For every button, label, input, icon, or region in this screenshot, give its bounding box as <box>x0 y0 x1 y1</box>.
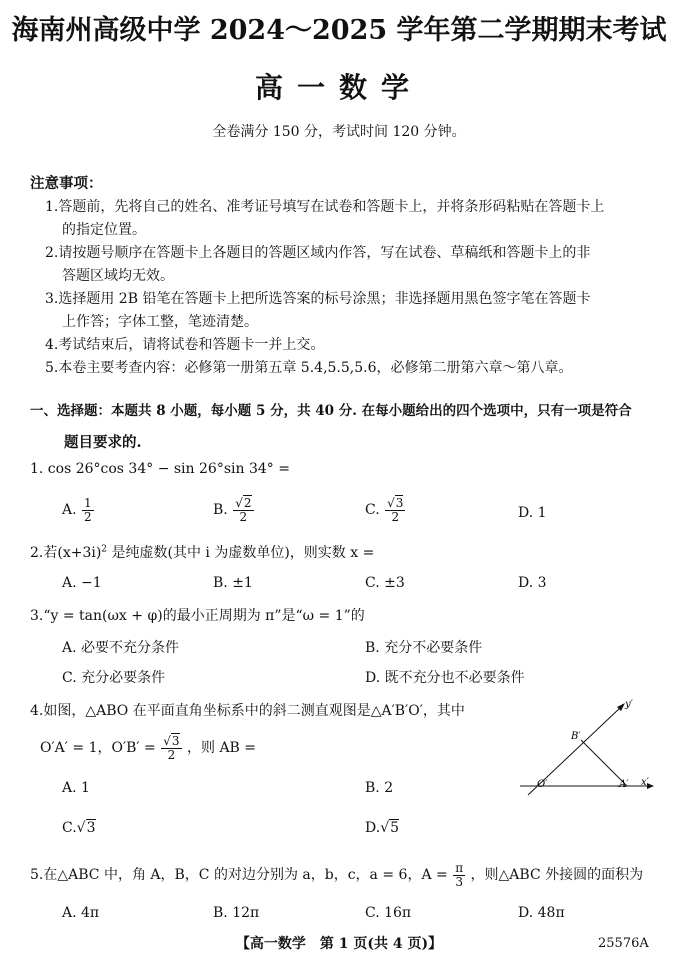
q1-option-d: D. 1 <box>518 505 547 521</box>
y-axis-label: y′ <box>625 699 633 710</box>
q4-oblique-figure <box>515 695 660 800</box>
subject-title: 高一数学 <box>254 71 423 104</box>
score-time-line: 全卷满分 150 分，考试时间 120 分钟。 <box>212 124 466 140</box>
q1-option-c: C. $\frac{√3}{2}$ <box>365 496 404 524</box>
note-line: 5.本卷主要考查内容：必修第一册第五章 5.4,5.5,5.6，必修第二册第六章～第八章。 <box>45 360 573 376</box>
page-footer: 【高一数学 第 1 页(共 4 页)】 <box>235 936 443 952</box>
q2-option-d: D. 3 <box>518 575 547 591</box>
x-axis-label: x′ <box>641 777 649 788</box>
q4-option-d: D.√5 <box>365 820 400 836</box>
note-line: 答题区域均无效。 <box>62 268 174 284</box>
question-4-stem: 4.如图，△ABO 在平面直角坐标系中的斜二测直观图是△A′B′O′，其中 <box>30 703 465 719</box>
q5-option-c: C. 16π <box>365 905 412 921</box>
q3-option-c: C. 充分必要条件 <box>62 670 166 686</box>
question-3-stem: 3.“y = tan(ωx + φ)的最小正周期为 π”是“ω = 1”的 <box>30 608 365 624</box>
q3-option-a: A. 必要不充分条件 <box>62 640 180 656</box>
q2-option-b: B. ±1 <box>213 575 253 591</box>
notes-heading: 注意事项： <box>30 175 103 192</box>
q2-option-c: C. ±3 <box>365 575 405 591</box>
exam-code: 25576A <box>598 936 649 951</box>
exam-title: 海南州高级中学 2024～2025 学年第二学期期末考试 <box>11 15 667 46</box>
q1-option-b: B. $\frac{√2}{2}$ <box>213 496 252 524</box>
note-line: 上作答；字体工整，笔迹清楚。 <box>62 314 258 330</box>
section-heading: 一、选择题：本题共 8 小题，每小题 5 分，共 40 分. 在每小题给出的四个选项中，只有一项是符合 <box>30 403 632 419</box>
question-1-stem: 1. cos 26°cos 34° − sin 26°sin 34° = <box>30 461 290 477</box>
q1-option-a: A. $\frac{1}{2}$ <box>62 496 92 524</box>
q4-option-a: A. 1 <box>62 780 90 796</box>
note-line: 2.请按题号顺序在答题卡上各题目的答题区域内作答，写在试卷、草稿纸和答题卡上的非 <box>45 245 591 261</box>
note-line: 1.答题前，先将自己的姓名、准考证号填写在试卷和答题卡上，并将条形码粘贴在答题卡上 <box>45 199 605 215</box>
question-2-stem: 2.若$(x+3i)^2$ 是纯虚数(其中 i 为虚数单位)，则实数 x = <box>30 544 375 561</box>
q5-option-d: D. 48π <box>518 905 565 921</box>
q5-option-a: A. 4π <box>62 905 100 921</box>
question-4-condition: O′A′ = 1，O′B′ = $\frac{√3}{2}$ ，则 AB = <box>40 734 257 762</box>
question-5-stem: 5.在△ABC 中，角 A，B，C 的对边分别为 a，b，c，a = 6，A = $\frac{\pi}{3}$ ，则△ABC 外接圆的面积为 <box>30 861 644 889</box>
section-heading-cont: 题目要求的. <box>64 434 142 451</box>
point-o-label: O′ <box>537 779 548 790</box>
q3-option-d: D. 既不充分也不必要条件 <box>365 670 525 686</box>
note-line: 的指定位置。 <box>62 222 146 238</box>
point-a-label: A′ <box>619 779 629 790</box>
q5-option-b: B. 12π <box>213 905 260 921</box>
note-line: 4.考试结束后，请将试卷和答题卡一并上交。 <box>45 337 325 353</box>
q3-option-b: B. 充分不必要条件 <box>365 640 483 656</box>
point-b-label: B′ <box>571 731 581 742</box>
q4-option-c: C.√3 <box>62 820 96 836</box>
q2-option-a: A. −1 <box>62 575 102 591</box>
q4-option-b: B. 2 <box>365 780 394 796</box>
note-line: 3.选择题用 2B 铅笔在答题卡上把所选答案的标号涂黑；非选择题用黑色签字笔在答题卡 <box>45 291 591 307</box>
